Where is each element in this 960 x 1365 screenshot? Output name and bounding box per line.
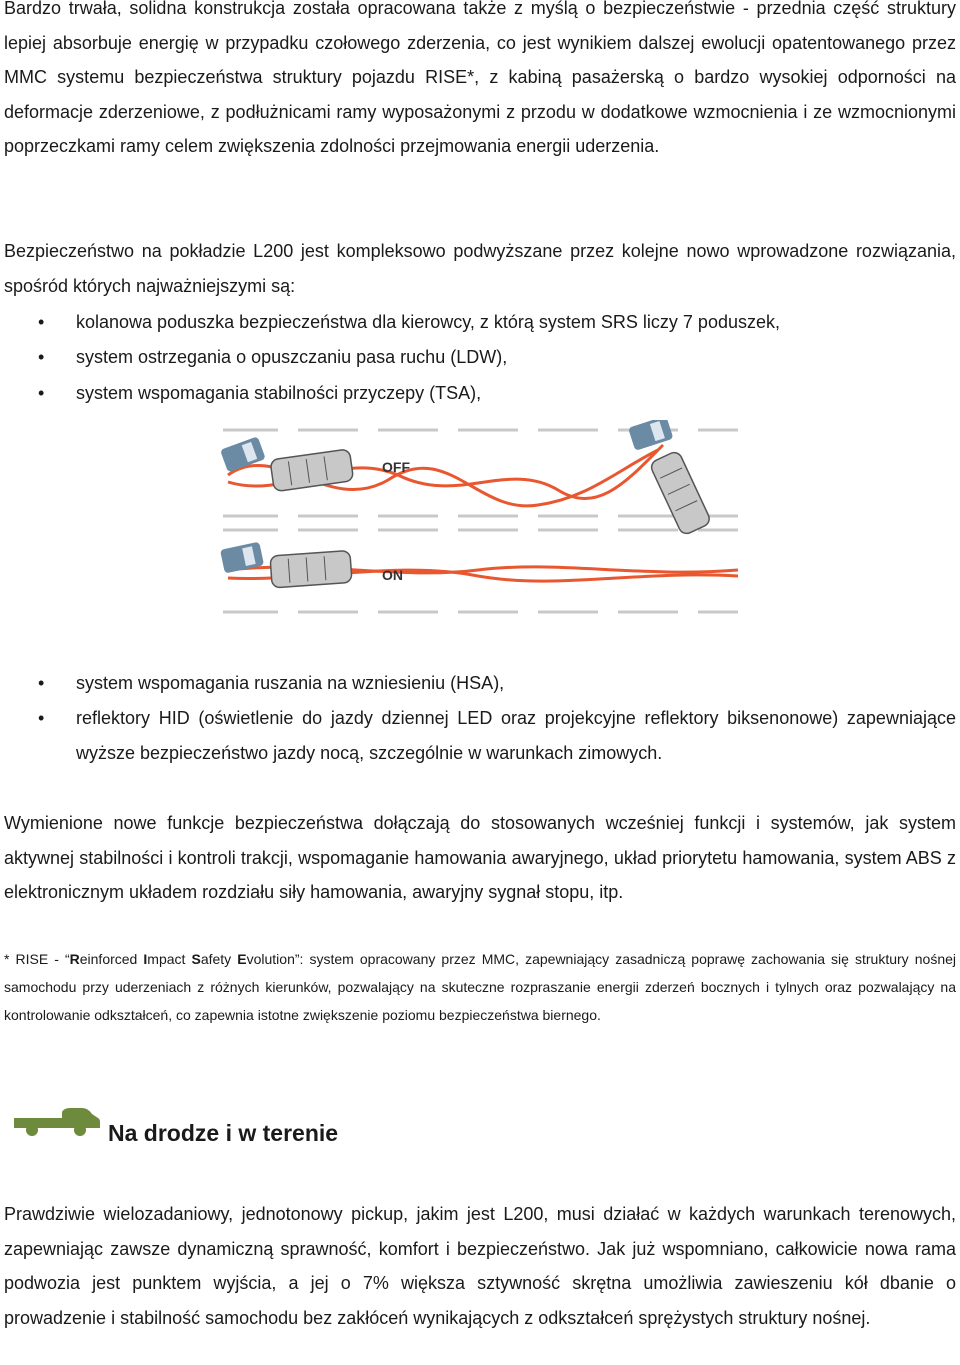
label-on: ON [382, 567, 403, 583]
bullet-icon: • [38, 312, 45, 332]
bullet-icon: • [38, 673, 45, 693]
features-paragraph: Wymienione nowe funkcje bezpieczeństwa dołączają do stosowanych wcześniej funkcji i systemów, jak system aktywnej stabilności i kontroli trakcji, wspomaganie hamowania awaryjnego, układ priorytetu hamowania, system ABS z elektronicznym układem rozdziału siły hamowania, awaryjny sygnał stopu, itp. [4, 813, 956, 902]
list-item-text: reflektory HID (oświetlenie do jazdy dziennej LED oraz projekcyjne reflektory biksenonowe) zapewniające wyższe bezpieczeństwo jazdy nocą, szczególnie w warunkach zimowych. [76, 708, 956, 763]
intro-paragraph: Bardzo trwała, solidna konstrukcja została opracowana także z myślą o bezpieczeństwie - przednia część struktury lepiej absorbuje energię w przypadku czołowego zderzenia, co jest wynikiem dalszej ewolucji opatentowanego przez MMC systemu bezpieczeństwa struktury pojazdu RISE*, z kabiną pasażerską o bardzo wysokiej odporności na deformacje zderzeniowe, z podłużnicami ramy wyposażonymi z przodu w dodatkowe wzmocnienia i ze wzmocnionymi poprzeczkami ramy celem zwiększenia zdolności przejmowania energii uderzenia. [4, 0, 956, 156]
section-title: Na drodze i w terenie [108, 1120, 339, 1146]
bullet-icon: • [38, 708, 45, 728]
trailer-off-right [649, 450, 712, 536]
bullet-icon: • [38, 347, 45, 367]
trailer-off-left [270, 449, 354, 492]
car-off-right [628, 420, 673, 451]
tsa-diagram [218, 420, 743, 620]
safety-intro-paragraph: Bezpieczeństwo na pokładzie L200 jest kompleksowo podwyższane przez kolejne nowo wprowadzone rozwiązania, spośród których najważniejszymi są: [4, 241, 956, 296]
section-paragraph: Prawdziwie wielozadaniowy, jednotonowy pickup, jakim jest L200, musi działać w każdych warunkach terenowych, zapewniając zawsze dynamiczną sprawność, komfort i bezpieczeństwo. Jak już wspomniano, całkowicie nowa rama podwozia jest punktem wyjścia, a jej o 7% większa sztywność skrętna umożliwia zawieszeniu kół dbanie o prowadzenie i stabilność samochodu bez zakłóceń wynikających z odkształceń sprężystych struktury nośnej. [4, 1204, 956, 1328]
car-off-left [220, 436, 266, 472]
rise-footnote: * RISE - “Reinforced Impact Safety Evolution”: system opracowany przez MMC, zapewniający zasadniczą poprawę zachowania się struktury nośnej samochodu przy uderzeniach z różnych kierunków, pozwalający na skuteczne rozpraszanie energii zderzeń bocznych i tylnych oraz pozwalający na kontrolowanie odkształceń, co zapewnia istotne zwiększenie poziomu bezpieczeństwa biernego. [4, 951, 956, 1023]
label-off: OFF [382, 459, 410, 475]
list-item-text: system wspomagania stabilności przyczepy (TSA), [76, 383, 482, 403]
list-item-text: system ostrzegania o opuszczaniu pasa ruchu (LDW), [76, 347, 508, 367]
list-item-text: system wspomagania ruszania na wzniesieniu (HSA), [76, 673, 505, 693]
trailer-on-left [270, 550, 352, 588]
pickup-truck-icon [12, 1104, 102, 1138]
bullet-icon: • [38, 383, 45, 403]
list-item-text: kolanowa poduszka bezpieczeństwa dla kierowcy, z którą system SRS liczy 7 poduszek, [76, 312, 780, 332]
